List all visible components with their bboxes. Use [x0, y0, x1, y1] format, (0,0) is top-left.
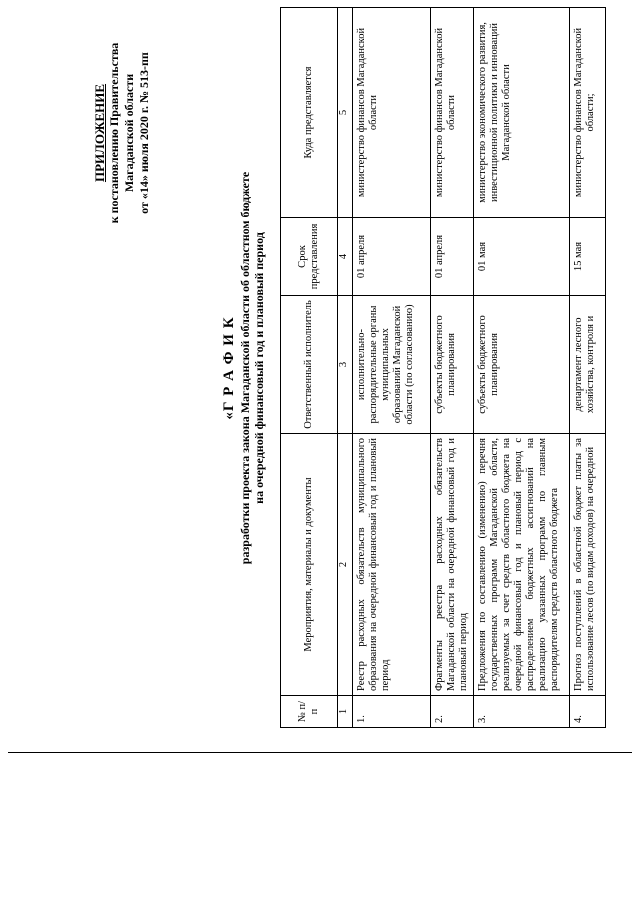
header-num: № п/п [281, 696, 338, 728]
col-number: 2 [338, 434, 353, 696]
header-exec: Ответственный исполнитель [281, 296, 338, 434]
appendix-heading: ПРИЛОЖЕНИЕ [92, 83, 107, 183]
title-sub-2: на очередной финансовый год и плановый период [252, 232, 266, 504]
col-number: 3 [338, 296, 353, 434]
col-number: 5 [338, 8, 353, 218]
row-executor: исполнительно-распорядительные органы муниципальных образований Магаданской области (по согласованию) [353, 296, 431, 434]
row-number: 2. [431, 696, 474, 728]
row-document: Фрагменты реестра расходных обязательств Магаданской области на очередной финансовый год и плановый период [431, 434, 474, 696]
row-destination: министерство экономического развития, инвестиционной политики и инноваций Магаданской области [474, 8, 570, 218]
row-document: Прогноз поступлений в областной бюджет платы за использование лесов (по видам доходов) на очередной [570, 434, 606, 696]
table-row [570, 8, 606, 728]
table-row [353, 8, 431, 728]
rotated-page [92, 8, 596, 728]
table-row [431, 8, 474, 728]
title-main: «Г Р А Ф И К [221, 316, 237, 420]
row-number: 3. [474, 696, 570, 728]
row-destination: министерство финансов Магаданской области; [570, 8, 606, 218]
col-number: 1 [338, 696, 353, 728]
row-executor: субъекты бюджетного планирования [474, 296, 570, 434]
header-dest: Куда представляется [281, 8, 338, 218]
col-number: 4 [338, 218, 353, 296]
row-deadline: 01 мая [474, 218, 570, 296]
header-doc: Мероприятия, материалы и документы [281, 434, 338, 696]
row-number: 1. [353, 696, 431, 728]
row-deadline: 01 апреля [431, 218, 474, 296]
row-number: 4. [570, 696, 606, 728]
table-header-row [281, 8, 338, 728]
row-deadline: 01 апреля [353, 218, 431, 296]
appendix-line-3: от «14» июля 2020 г. № 513-пп [137, 52, 151, 214]
document-title [220, 8, 266, 728]
appendix-line-2: Магаданской области [122, 73, 136, 193]
header-term: Срок представления [281, 218, 338, 296]
appendix-line-1: к постановлению Правительства [107, 42, 121, 224]
table-row [474, 8, 570, 728]
row-executor: субъекты бюджетного планирования [431, 296, 474, 434]
title-sub-1: разработки проекта закона Магаданской области об областном бюджете [238, 171, 252, 565]
appendix-block [92, 8, 152, 258]
row-destination: министерство финансов Магаданской области [431, 8, 474, 218]
row-destination: министерство финансов Магаданской области [353, 8, 431, 218]
row-document: Реестр расходных обязательств муниципального образования на очередной финансовый год и плановый период [353, 434, 431, 696]
row-executor: департамент лесного хозяйства, контроля и [570, 296, 606, 434]
row-deadline: 15 мая [570, 218, 606, 296]
column-number-row [338, 8, 353, 728]
page-divider [8, 752, 632, 753]
schedule-table [280, 7, 606, 728]
row-document: Предложения по составлению (изменению) перечня государственных программ Магаданской области, реализуемых за счет средств областного бюджета на очередной финансовый год и плановый период с распределением бюджетных ассигнований на реализацию указанных программ по главным распорядителям средств областного бюджета [474, 434, 570, 696]
